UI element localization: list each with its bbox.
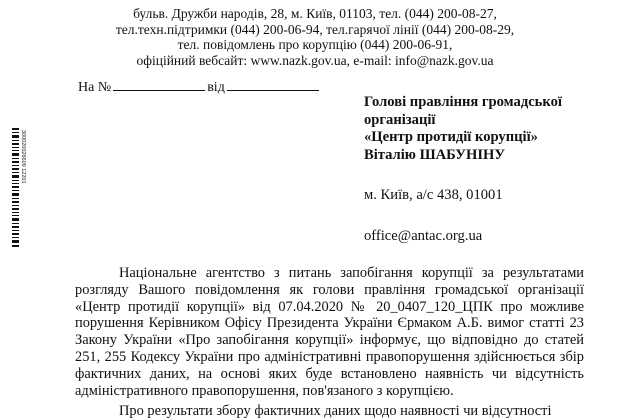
header-line-address: бульв. Дружби народів, 28, м. Київ, 01103, тел. (044) 200-08-27, xyxy=(133,6,497,21)
recipient-address: м. Київ, а/с 438, 01001 xyxy=(364,187,503,203)
barcode-digits: 300020026609 12201 xyxy=(20,130,26,184)
reference-date-label: від xyxy=(207,80,225,95)
sender-contacts-header xyxy=(0,6,630,68)
header-line-support: тел.техн.підтримки (044) 200-06-94, тел.гарячої лінії (044) 200-08-29, xyxy=(115,21,515,37)
recipient-email: office@antac.org.ua xyxy=(364,228,483,244)
header-line-corruption-reports: тел. повідомлень про корупцію (044) 200-06-91, xyxy=(177,37,453,52)
recipient-line-organization: організації xyxy=(364,111,436,128)
recipient-line-title: Голові правління громадської xyxy=(364,94,562,110)
header-line-website: офіційний вебсайт: www.nazk.gov.ua, e-mail: info@nazk.gov.ua xyxy=(136,52,494,68)
reference-line xyxy=(78,78,319,96)
letter-body xyxy=(75,265,584,420)
recipient-line-name: Віталію ШАБУНІНУ xyxy=(364,146,506,163)
reference-number-blank xyxy=(113,78,205,91)
body-paragraph-1: Національне агентство з питань запобігання корупції за результатами розгляду Вашого повідомлення як голови правління громадської організації «Центр протидії корупції» від 07.04.2020 № 20_0407_120_ЦПК про можливе порушення Керівником Офісу Президента України Єрмаком А.Б. вимог статті 23 Закону України «Про запобігання корупції» інформує, що відповідно до статей 251, 255 Кодексу України про адміністративні правопорушення здійснюється збір фактичних даних, на основі яких буде встановлено наявність чи відсутність адміністративного правопорушення, пов'язаного з корупцією. xyxy=(75,265,584,399)
barcode-icon xyxy=(12,128,26,248)
reference-number-label: На № xyxy=(78,80,112,95)
recipient-block xyxy=(364,94,562,164)
body-paragraph-2: Про результати збору фактичних даних щодо наявності чи відсутності xyxy=(119,403,552,420)
recipient-line-org-name: «Центр протидії корупції» xyxy=(364,129,538,145)
reference-date-blank xyxy=(227,78,319,91)
